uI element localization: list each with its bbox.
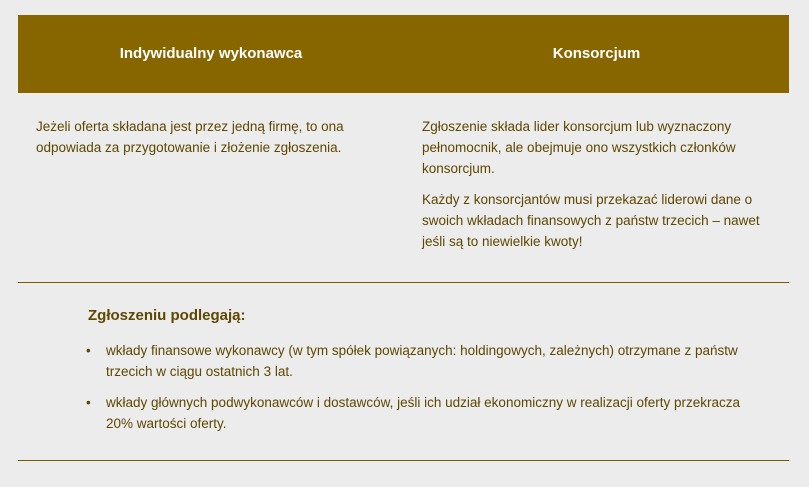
consortium-paragraph-1: Zgłoszenie składa lider konsorcjum lub wyznaczony pełnomocnik, ale obejmuje ono wszystkich członków konsorcjum. <box>422 119 736 176</box>
individual-paragraph: Jeżeli oferta składana jest przez jedną firmę, to ona odpowiada za przygotowanie i złożenie zgłoszenia. <box>36 119 344 155</box>
consortium-paragraph-2: Każdy z konsorcjantów musi przekazać liderowi dane o swoich wkładach finansowych z państw trzecich – nawet jeśli są to niewielkie kwoty! <box>422 192 760 249</box>
list-item-text: wkłady finansowe wykonawcy (w tym spółek powiązanych: holdingowych, zależnych) otrzymane z państw trzecich w ciągu ostatnich 3 lat. <box>106 343 738 379</box>
individual-contractor-description <box>36 116 396 158</box>
bullet-icon: • <box>86 343 91 358</box>
bullet-icon: • <box>86 395 91 410</box>
list-item <box>86 392 766 434</box>
header-consortium: Konsorcjum <box>552 45 641 62</box>
section-title: Zgłoszeniu podlegają: <box>88 307 246 324</box>
reporting-items-list <box>86 340 766 444</box>
list-item <box>86 340 766 382</box>
consortium-description <box>422 116 772 262</box>
divider-bottom <box>18 460 789 461</box>
list-item-text: wkłady głównych podwykonawców i dostawców, jeśli ich udział ekonomiczny w realizacji oferty przekracza 20% wartości oferty. <box>106 395 741 431</box>
header-individual-contractor: Indywidualny wykonawca <box>119 45 303 62</box>
comparison-header <box>18 15 789 93</box>
divider-top <box>18 282 789 283</box>
